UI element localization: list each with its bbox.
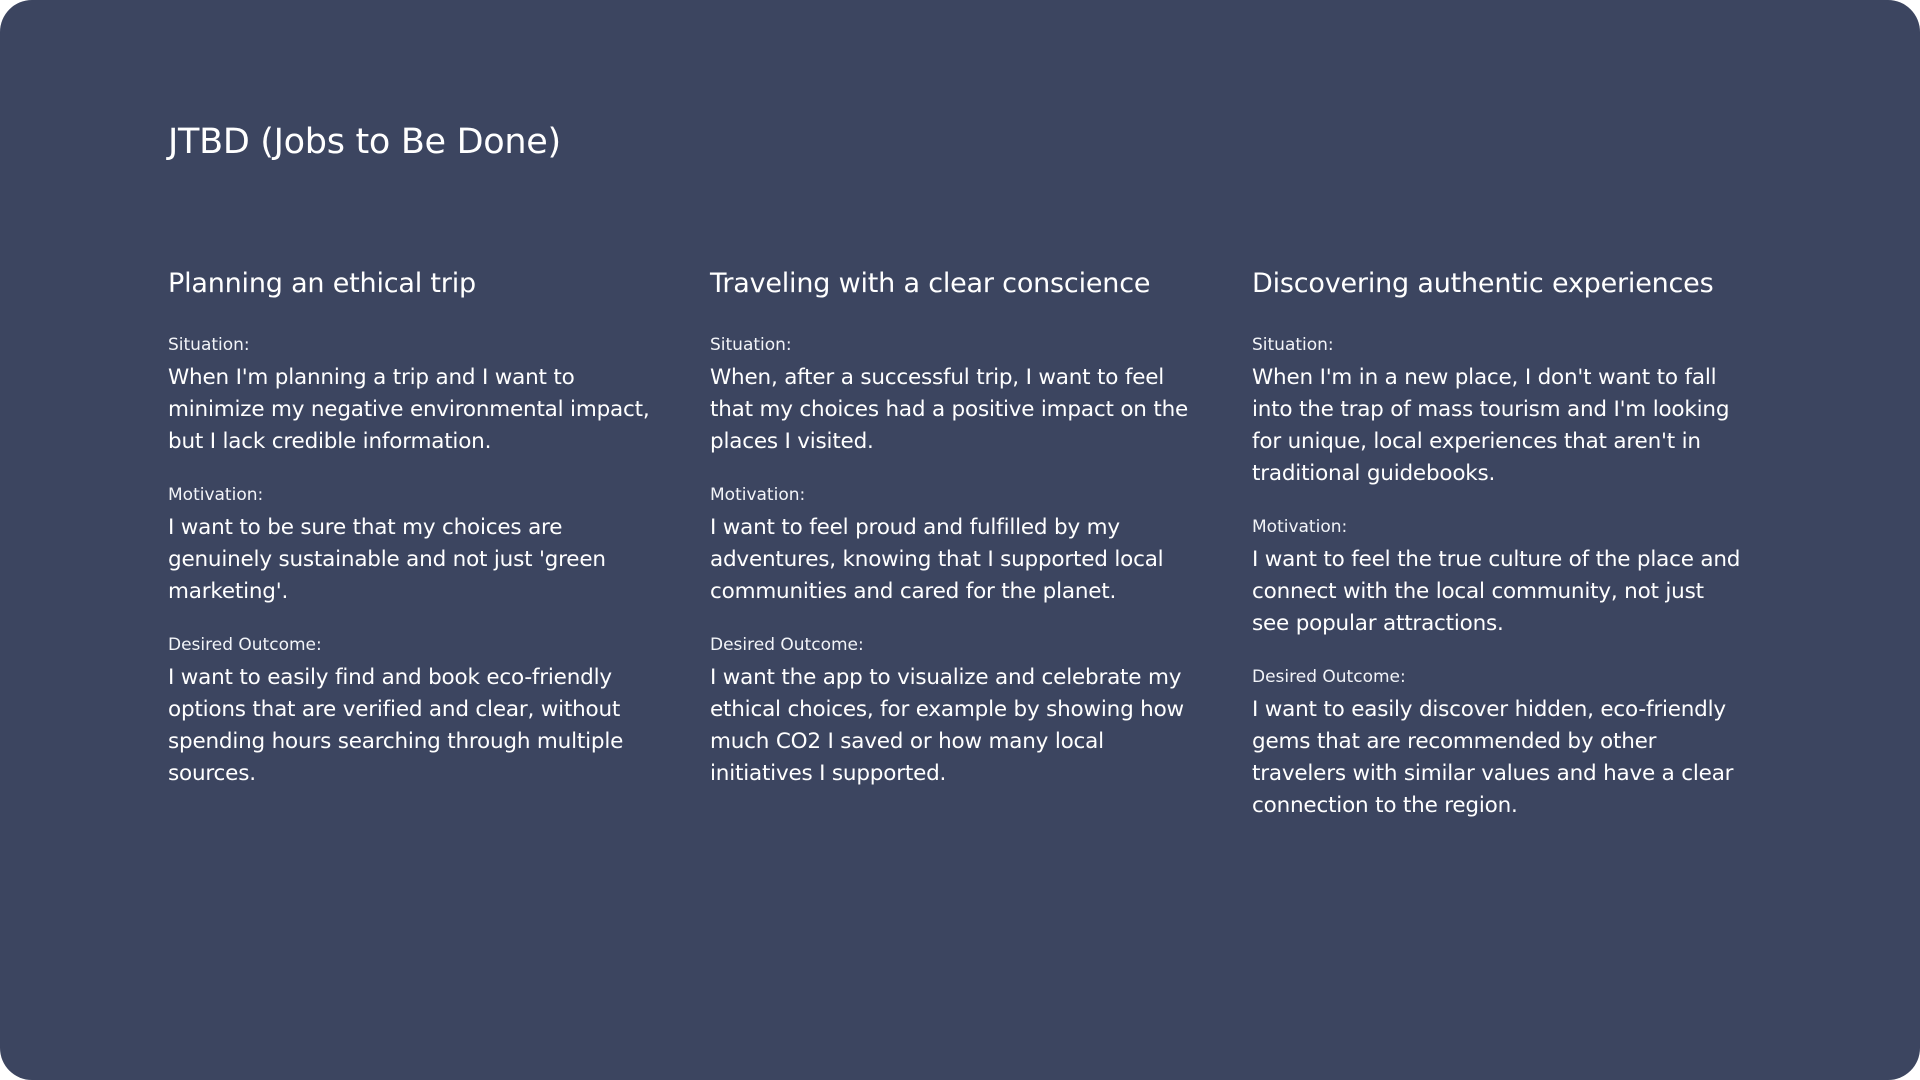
outcome-text: I want to easily find and book eco-friendly options that are verified and clear, without spending hours searching through multiple sources. (168, 665, 624, 786)
outcome-block (1252, 666, 1747, 822)
motivation-text: I want to be sure that my choices are genuinely sustainable and not just 'green marketing'. (168, 515, 606, 604)
situation-block (1252, 334, 1747, 490)
column-title: Planning an ethical trip (168, 268, 476, 299)
situation-text: When I'm in a new place, I don't want to fall into the trap of mass tourism and I'm looking for unique, local experiences that aren't in traditional guidebooks. (1252, 365, 1730, 486)
situation-block (168, 334, 663, 458)
motivation-label: Motivation: (1252, 517, 1348, 537)
motivation-label: Motivation: (710, 485, 806, 505)
jtbd-column-discovering (1252, 262, 1747, 822)
motivation-text: I want to feel proud and fulfilled by my adventures, knowing that I supported local communities and cared for the planet. (710, 515, 1164, 604)
column-title: Discovering authentic experiences (1252, 268, 1714, 299)
jtbd-column-traveling (710, 262, 1205, 822)
situation-block (710, 334, 1205, 458)
outcome-block (710, 634, 1205, 790)
outcome-label: Desired Outcome: (168, 635, 322, 655)
column-title: Traveling with a clear conscience (710, 268, 1151, 299)
motivation-block (710, 484, 1205, 608)
motivation-block (1252, 516, 1747, 640)
jtbd-columns (168, 262, 1768, 822)
situation-text: When, after a successful trip, I want to feel that my choices had a positive impact on the places I visited. (710, 365, 1189, 454)
situation-text: When I'm planning a trip and I want to minimize my negative environmental impact, but I lack credible information. (168, 365, 650, 454)
motivation-label: Motivation: (168, 485, 264, 505)
situation-label: Situation: (710, 335, 792, 355)
jtbd-column-planning (168, 262, 663, 822)
outcome-label: Desired Outcome: (1252, 667, 1406, 687)
motivation-block (168, 484, 663, 608)
motivation-text: I want to feel the true culture of the place and connect with the local community, not just see popular attractions. (1252, 547, 1741, 636)
situation-label: Situation: (168, 335, 250, 355)
page-title: JTBD (Jobs to Be Done) (168, 122, 561, 162)
outcome-block (168, 634, 663, 790)
outcome-text: I want the app to visualize and celebrate my ethical choices, for example by showing how much CO2 I saved or how many local initiatives I supported. (710, 665, 1184, 786)
outcome-text: I want to easily discover hidden, eco-friendly gems that are recommended by other travelers with similar values and have a clear connection to the region. (1252, 697, 1734, 818)
outcome-label: Desired Outcome: (710, 635, 864, 655)
situation-label: Situation: (1252, 335, 1334, 355)
